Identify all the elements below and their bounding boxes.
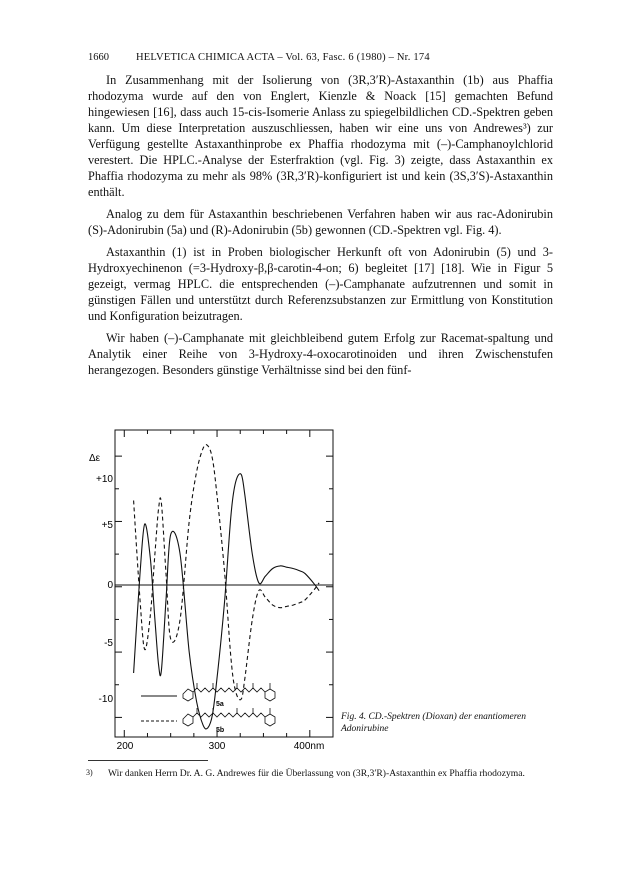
footnote-mark: 3) [86, 768, 93, 777]
footnote [88, 768, 548, 780]
paragraph-3: Astaxanthin (1) ist in Proben biologischer Herkunft oft von Adonirubin (5) und 3-Hydroxyechinenon (=3-Hydroxy-β,β-carotin-4-on; 6) begleitet [17] [18]. Wie in Figur 5 gezeigt, vermag HPLC. die entsprechenden (–)-Camphanate aufzutrennen und somit in günstigen Fällen und unterstützt durch Referenzsubstanzen zur Ermittlung von Konstitution und Konfiguration beizutragen. [88, 245, 553, 323]
paragraph-1: In Zusammenhang mit der Isolierung von (3R,3′R)-Astaxanthin (1b) aus Phaffia rhodozyma wurde auf den von Englert, Kienzle & Noack [15] gemachten Befund hingewiesen [16], dass auch 15-cis-Isomerie Anlass zu spiegelbildlichen CD.-Spektren geben kann. Um diese Interpretation auszuschliessen, haben wir eine uns von Andrewes³) zur Verfügung gestellte Astaxanthinprobe ex Phaffia rhodozyma mit (–)-Camphanoylchlorid verestert. Die HPLC.-Analyse der Esterfraktion (vgl. Fig. 3) zeigte, dass Astaxanthin ex Phaffia rhodozyma zu mehr als 98% (3R,3′R)-konfiguriert ist und kein (3S,3′S)-Astaxanthin enthält. [88, 73, 553, 199]
legend-label-5a: 5a [216, 701, 224, 708]
legend-label-5b: 5b [216, 727, 225, 734]
paragraph-4: Wir haben (–)-Camphanate mit gleichbleibend gutem Erfolg zur Racemat-spaltung und Analytik einer Reihe von 3-Hydroxy-4-oxocarotinoiden und ihren Zwischenstufen herangezogen. Besonders günstige Verhältnisse sind bei den fünf- [88, 331, 553, 377]
y-tick-label-m10: -10 [98, 694, 113, 705]
running-title: HELVETICA CHIMICA ACTA – Vol. 63, Fasc. 6 (1980) – Nr. 174 [136, 52, 430, 63]
y-tick-label-p10: +10 [96, 474, 113, 485]
structure-drawing-5a [183, 683, 275, 701]
footnote-text: Wir danken Herrn Dr. A. G. Andrewes für die Überlassung von (3R,3′R)-Astaxanthin ex Phaffia rhodozyma. [108, 768, 525, 779]
legend [141, 683, 275, 734]
page-number: 1660 [88, 52, 109, 63]
cd-spectrum-figure [85, 418, 345, 753]
footnote-rule [88, 760, 208, 761]
y-tick-label-m5: -5 [104, 638, 113, 649]
body-text [88, 72, 553, 384]
x-tick-label-400: 400nm [293, 741, 325, 752]
y-tick-label-p5: +5 [101, 520, 113, 531]
x-tick-label-300: 300 [208, 741, 226, 752]
paragraph-2: Analog zu dem für Astaxanthin beschriebenen Verfahren haben wir aus rac-Adonirubin (S)-Adonirubin (5a) und (R)-Adonirubin (5b) gewonnen (CD.-Spektren vgl. Fig. 4). [88, 207, 553, 237]
series-layer [134, 445, 320, 729]
structure-drawing-5b [183, 708, 275, 726]
x-tick-label-200: 200 [116, 741, 134, 752]
y-axis-label: Δε [89, 453, 101, 464]
y-tick-label-0: 0 [107, 580, 113, 591]
figure-caption: Fig. 4. CD.-Spektren (Dioxan) der enantiomeren Adonirubine [341, 712, 527, 734]
